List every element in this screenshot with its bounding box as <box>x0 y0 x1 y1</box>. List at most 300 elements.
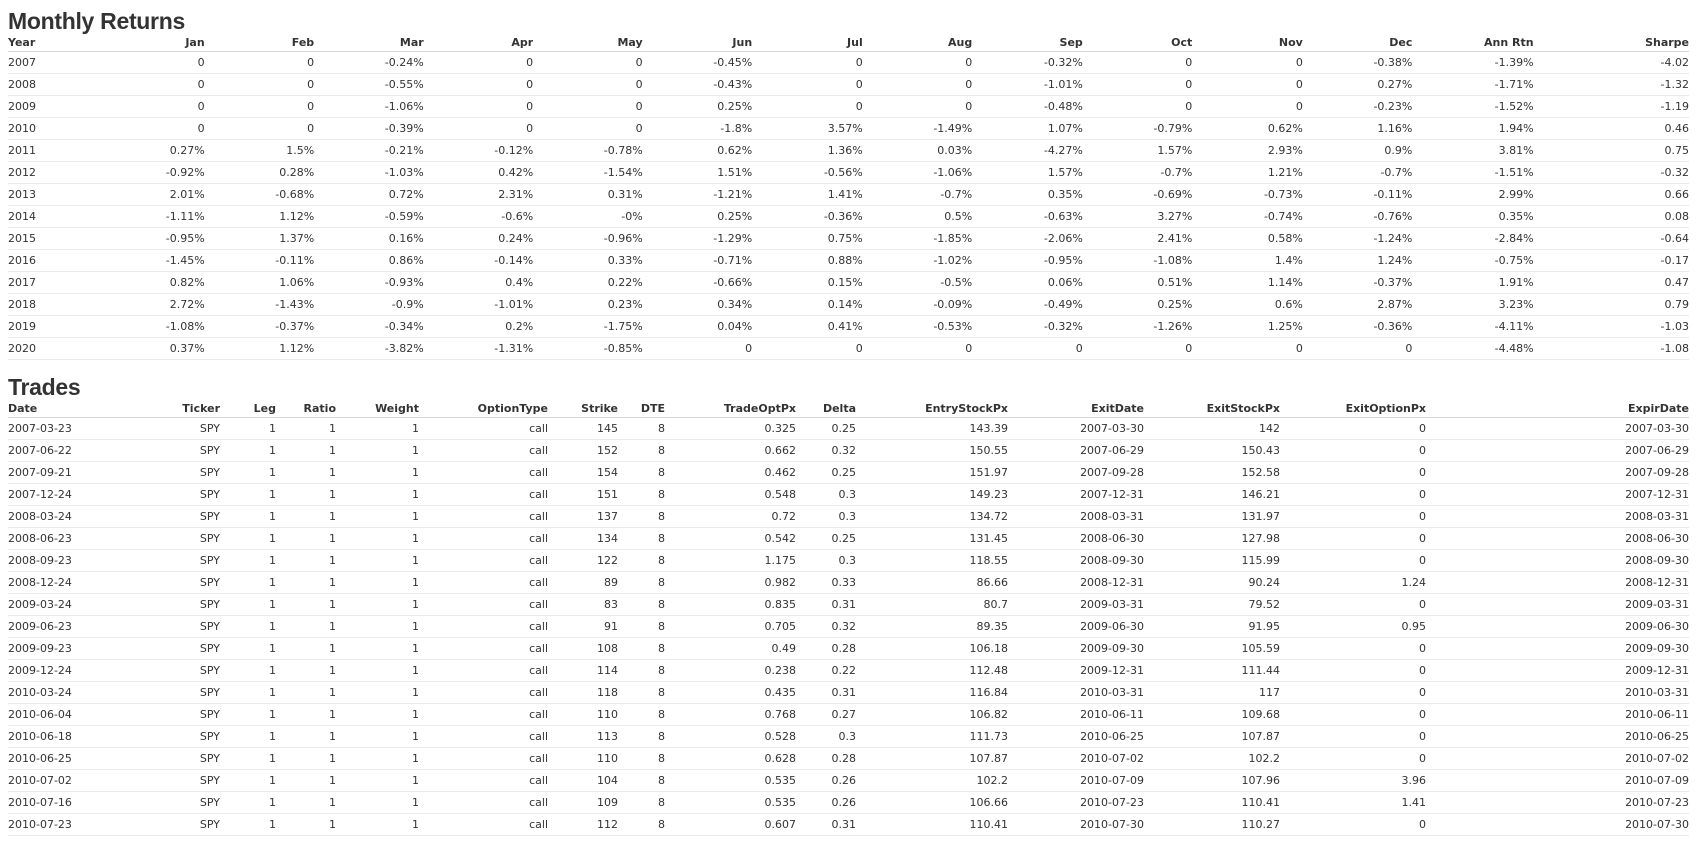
cell-exitoptionpx: 0 <box>1280 682 1426 704</box>
cell-entrystockpx: 110.41 <box>856 814 1008 836</box>
cell-tradeoptpx: 0.768 <box>665 704 796 726</box>
monthly-returns-header-row <box>8 34 1689 52</box>
cell-weight: 1 <box>336 462 419 484</box>
cell-ticker: SPY <box>108 770 220 792</box>
column-header-apr: Apr <box>424 34 534 52</box>
cell-dte: 8 <box>618 440 665 462</box>
cell-ann-rtn: 2.99% <box>1412 184 1533 206</box>
cell-aug: 0 <box>863 338 973 360</box>
cell-entrystockpx: 106.66 <box>856 792 1008 814</box>
column-header-jul: Jul <box>752 34 863 52</box>
cell-year: 2009 <box>8 96 95 118</box>
cell-ann-rtn: -1.51% <box>1412 162 1533 184</box>
cell-mar: -0.24% <box>314 52 424 74</box>
cell-nov: 1.25% <box>1192 316 1303 338</box>
cell-sep: 0.06% <box>972 272 1083 294</box>
cell-leg: 1 <box>220 440 276 462</box>
column-header-dte: DTE <box>618 400 665 418</box>
cell-jan: 2.72% <box>95 294 205 316</box>
cell-exitstockpx: 127.98 <box>1144 528 1280 550</box>
cell-feb: 1.5% <box>205 140 315 162</box>
cell-dte: 8 <box>618 506 665 528</box>
cell-sep: -0.95% <box>972 250 1083 272</box>
cell-oct: -1.08% <box>1083 250 1193 272</box>
cell-delta: 0.33 <box>796 572 856 594</box>
cell-aug: -0.53% <box>863 316 973 338</box>
cell-date: 2010-06-18 <box>8 726 108 748</box>
cell-entrystockpx: 112.48 <box>856 660 1008 682</box>
cell-delta: 0.31 <box>796 682 856 704</box>
cell-expirdate: 2010-06-11 <box>1426 704 1689 726</box>
cell-aug: 0 <box>863 96 973 118</box>
cell-exitoptionpx: 0 <box>1280 550 1426 572</box>
cell-jan: -0.95% <box>95 228 205 250</box>
table-row <box>8 572 1689 594</box>
cell-optiontype: call <box>419 506 548 528</box>
cell-date: 2008-12-24 <box>8 572 108 594</box>
cell-mar: 0.86% <box>314 250 424 272</box>
cell-ticker: SPY <box>108 704 220 726</box>
cell-year: 2015 <box>8 228 95 250</box>
cell-exitstockpx: 152.58 <box>1144 462 1280 484</box>
column-header-optiontype: OptionType <box>419 400 548 418</box>
column-header-feb: Feb <box>205 34 315 52</box>
cell-tradeoptpx: 0.535 <box>665 770 796 792</box>
cell-exitdate: 2008-06-30 <box>1008 528 1144 550</box>
cell-ticker: SPY <box>108 572 220 594</box>
cell-optiontype: call <box>419 792 548 814</box>
cell-optiontype: call <box>419 594 548 616</box>
table-row <box>8 118 1689 140</box>
cell-ratio: 1 <box>276 682 336 704</box>
cell-sep: -0.48% <box>972 96 1083 118</box>
column-header-delta: Delta <box>796 400 856 418</box>
cell-nov: 1.14% <box>1192 272 1303 294</box>
column-header-jun: Jun <box>643 34 753 52</box>
cell-exitoptionpx: 0 <box>1280 748 1426 770</box>
cell-exitoptionpx: 0 <box>1280 506 1426 528</box>
cell-sharpe: -0.17 <box>1534 250 1689 272</box>
cell-mar: -0.34% <box>314 316 424 338</box>
cell-sharpe: -1.08 <box>1534 338 1689 360</box>
cell-exitstockpx: 111.44 <box>1144 660 1280 682</box>
cell-feb: 0 <box>205 96 315 118</box>
cell-tradeoptpx: 0.49 <box>665 638 796 660</box>
cell-weight: 1 <box>336 528 419 550</box>
cell-exitoptionpx: 0 <box>1280 638 1426 660</box>
cell-exitdate: 2008-12-31 <box>1008 572 1144 594</box>
cell-ratio: 1 <box>276 770 336 792</box>
cell-exitstockpx: 107.96 <box>1144 770 1280 792</box>
cell-date: 2010-07-23 <box>8 814 108 836</box>
column-header-sharpe: Sharpe <box>1534 34 1689 52</box>
cell-sharpe: 0.79 <box>1534 294 1689 316</box>
cell-jun: -0.45% <box>643 52 753 74</box>
cell-dec: -0.37% <box>1303 272 1413 294</box>
cell-exitstockpx: 102.2 <box>1144 748 1280 770</box>
cell-apr: -1.01% <box>424 294 534 316</box>
cell-nov: 1.21% <box>1192 162 1303 184</box>
cell-date: 2008-06-23 <box>8 528 108 550</box>
cell-ratio: 1 <box>276 748 336 770</box>
cell-mar: -1.06% <box>314 96 424 118</box>
cell-date: 2007-06-22 <box>8 440 108 462</box>
cell-jan: -0.92% <box>95 162 205 184</box>
cell-date: 2010-07-16 <box>8 792 108 814</box>
cell-apr: 0.4% <box>424 272 534 294</box>
cell-jun: -0.66% <box>643 272 753 294</box>
column-header-leg: Leg <box>220 400 276 418</box>
cell-strike: 110 <box>548 748 618 770</box>
cell-may: 0.22% <box>533 272 643 294</box>
cell-exitdate: 2010-07-30 <box>1008 814 1144 836</box>
cell-delta: 0.3 <box>796 550 856 572</box>
table-row <box>8 704 1689 726</box>
cell-entrystockpx: 89.35 <box>856 616 1008 638</box>
cell-jul: 0 <box>752 338 863 360</box>
cell-weight: 1 <box>336 638 419 660</box>
cell-jul: 3.57% <box>752 118 863 140</box>
cell-expirdate: 2009-12-31 <box>1426 660 1689 682</box>
table-row <box>8 484 1689 506</box>
cell-delta: 0.32 <box>796 440 856 462</box>
cell-date: 2009-06-23 <box>8 616 108 638</box>
cell-delta: 0.28 <box>796 748 856 770</box>
cell-exitoptionpx: 0 <box>1280 814 1426 836</box>
cell-aug: 0 <box>863 52 973 74</box>
cell-jan: -1.08% <box>95 316 205 338</box>
cell-delta: 0.27 <box>796 704 856 726</box>
column-header-jan: Jan <box>95 34 205 52</box>
cell-may: 0 <box>533 118 643 140</box>
cell-ann-rtn: 1.94% <box>1412 118 1533 140</box>
cell-ratio: 1 <box>276 814 336 836</box>
cell-dte: 8 <box>618 572 665 594</box>
table-row <box>8 294 1689 316</box>
cell-dec: 2.87% <box>1303 294 1413 316</box>
column-header-entrystockpx: EntryStockPx <box>856 400 1008 418</box>
cell-optiontype: call <box>419 770 548 792</box>
cell-tradeoptpx: 0.982 <box>665 572 796 594</box>
cell-apr: 0 <box>424 74 534 96</box>
cell-jan: 0 <box>95 96 205 118</box>
cell-jul: 0.41% <box>752 316 863 338</box>
cell-jul: 0.15% <box>752 272 863 294</box>
cell-sharpe: 0.46 <box>1534 118 1689 140</box>
cell-tradeoptpx: 0.835 <box>665 594 796 616</box>
table-row <box>8 338 1689 360</box>
cell-leg: 1 <box>220 726 276 748</box>
cell-exitstockpx: 109.68 <box>1144 704 1280 726</box>
column-header-nov: Nov <box>1192 34 1303 52</box>
cell-sharpe: -0.32 <box>1534 162 1689 184</box>
cell-feb: -0.37% <box>205 316 315 338</box>
cell-oct: -1.26% <box>1083 316 1193 338</box>
cell-strike: 118 <box>548 682 618 704</box>
cell-sep: -0.63% <box>972 206 1083 228</box>
trades-title: Trades <box>8 374 81 400</box>
cell-exitoptionpx: 0 <box>1280 440 1426 462</box>
cell-jun: 0.34% <box>643 294 753 316</box>
cell-date: 2010-06-25 <box>8 748 108 770</box>
cell-sep: -1.01% <box>972 74 1083 96</box>
cell-apr: 0 <box>424 118 534 140</box>
cell-sep: -0.32% <box>972 316 1083 338</box>
cell-strike: 91 <box>548 616 618 638</box>
cell-exitdate: 2008-09-30 <box>1008 550 1144 572</box>
cell-apr: 0.42% <box>424 162 534 184</box>
table-row <box>8 792 1689 814</box>
cell-year: 2007 <box>8 52 95 74</box>
cell-tradeoptpx: 0.607 <box>665 814 796 836</box>
cell-oct: 0.25% <box>1083 294 1193 316</box>
cell-feb: 1.37% <box>205 228 315 250</box>
cell-optiontype: call <box>419 484 548 506</box>
column-header-dec: Dec <box>1303 34 1413 52</box>
cell-entrystockpx: 151.97 <box>856 462 1008 484</box>
monthly-returns-body <box>8 52 1689 360</box>
cell-weight: 1 <box>336 770 419 792</box>
cell-exitoptionpx: 0 <box>1280 484 1426 506</box>
cell-optiontype: call <box>419 550 548 572</box>
cell-expirdate: 2008-06-30 <box>1426 528 1689 550</box>
cell-ticker: SPY <box>108 528 220 550</box>
cell-feb: 1.06% <box>205 272 315 294</box>
cell-ratio: 1 <box>276 572 336 594</box>
cell-nov: 0 <box>1192 74 1303 96</box>
cell-exitdate: 2010-07-02 <box>1008 748 1144 770</box>
cell-dte: 8 <box>618 704 665 726</box>
cell-strike: 122 <box>548 550 618 572</box>
cell-tradeoptpx: 0.542 <box>665 528 796 550</box>
cell-mar: -0.59% <box>314 206 424 228</box>
cell-leg: 1 <box>220 506 276 528</box>
cell-dec: -0.38% <box>1303 52 1413 74</box>
cell-optiontype: call <box>419 418 548 440</box>
cell-optiontype: call <box>419 682 548 704</box>
cell-exitoptionpx: 0 <box>1280 528 1426 550</box>
cell-feb: -0.68% <box>205 184 315 206</box>
cell-year: 2016 <box>8 250 95 272</box>
cell-strike: 83 <box>548 594 618 616</box>
table-row <box>8 638 1689 660</box>
cell-jan: 0 <box>95 118 205 140</box>
cell-ann-rtn: -1.71% <box>1412 74 1533 96</box>
table-row <box>8 250 1689 272</box>
cell-mar: 0.16% <box>314 228 424 250</box>
cell-delta: 0.31 <box>796 594 856 616</box>
cell-leg: 1 <box>220 528 276 550</box>
cell-jul: 0 <box>752 74 863 96</box>
column-header-oct: Oct <box>1083 34 1193 52</box>
cell-date: 2010-07-02 <box>8 770 108 792</box>
column-header-mar: Mar <box>314 34 424 52</box>
cell-may: 0 <box>533 96 643 118</box>
cell-ticker: SPY <box>108 660 220 682</box>
cell-nov: 2.93% <box>1192 140 1303 162</box>
cell-tradeoptpx: 0.662 <box>665 440 796 462</box>
cell-oct: 0 <box>1083 338 1193 360</box>
cell-nov: 0 <box>1192 338 1303 360</box>
cell-exitoptionpx: 1.24 <box>1280 572 1426 594</box>
cell-aug: -0.09% <box>863 294 973 316</box>
cell-year: 2017 <box>8 272 95 294</box>
cell-oct: 0 <box>1083 52 1193 74</box>
table-row <box>8 660 1689 682</box>
cell-entrystockpx: 149.23 <box>856 484 1008 506</box>
cell-weight: 1 <box>336 440 419 462</box>
cell-strike: 145 <box>548 418 618 440</box>
cell-dec: 0 <box>1303 338 1413 360</box>
cell-feb: 0 <box>205 52 315 74</box>
cell-delta: 0.22 <box>796 660 856 682</box>
column-header-exitstockpx: ExitStockPx <box>1144 400 1280 418</box>
cell-sharpe: -1.03 <box>1534 316 1689 338</box>
cell-ratio: 1 <box>276 704 336 726</box>
cell-delta: 0.26 <box>796 770 856 792</box>
cell-tradeoptpx: 0.325 <box>665 418 796 440</box>
cell-tradeoptpx: 0.238 <box>665 660 796 682</box>
cell-exitstockpx: 142 <box>1144 418 1280 440</box>
cell-jul: 0.14% <box>752 294 863 316</box>
cell-dte: 8 <box>618 726 665 748</box>
cell-may: 0 <box>533 52 643 74</box>
cell-mar: -0.93% <box>314 272 424 294</box>
cell-aug: -0.5% <box>863 272 973 294</box>
cell-jun: 0.25% <box>643 96 753 118</box>
cell-ann-rtn: -4.48% <box>1412 338 1533 360</box>
cell-ticker: SPY <box>108 440 220 462</box>
cell-may: -1.54% <box>533 162 643 184</box>
cell-sharpe: 0.75 <box>1534 140 1689 162</box>
cell-entrystockpx: 86.66 <box>856 572 1008 594</box>
cell-strike: 114 <box>548 660 618 682</box>
cell-dte: 8 <box>618 418 665 440</box>
cell-exitoptionpx: 0.95 <box>1280 616 1426 638</box>
cell-strike: 152 <box>548 440 618 462</box>
table-row <box>8 52 1689 74</box>
cell-expirdate: 2010-07-30 <box>1426 814 1689 836</box>
cell-leg: 1 <box>220 616 276 638</box>
cell-weight: 1 <box>336 748 419 770</box>
cell-jan: 0.82% <box>95 272 205 294</box>
cell-ticker: SPY <box>108 814 220 836</box>
cell-date: 2010-06-04 <box>8 704 108 726</box>
cell-aug: -1.02% <box>863 250 973 272</box>
cell-dte: 8 <box>618 748 665 770</box>
cell-may: -0% <box>533 206 643 228</box>
table-row <box>8 462 1689 484</box>
cell-year: 2011 <box>8 140 95 162</box>
cell-sharpe: 0.66 <box>1534 184 1689 206</box>
cell-delta: 0.25 <box>796 418 856 440</box>
cell-optiontype: call <box>419 528 548 550</box>
cell-ticker: SPY <box>108 418 220 440</box>
cell-delta: 0.31 <box>796 814 856 836</box>
cell-ratio: 1 <box>276 726 336 748</box>
cell-may: 0 <box>533 74 643 96</box>
cell-ann-rtn: 1.91% <box>1412 272 1533 294</box>
cell-expirdate: 2010-03-31 <box>1426 682 1689 704</box>
column-header-date: Date <box>8 400 108 418</box>
cell-ticker: SPY <box>108 748 220 770</box>
cell-may: -1.75% <box>533 316 643 338</box>
cell-exitdate: 2007-06-29 <box>1008 440 1144 462</box>
cell-oct: 1.57% <box>1083 140 1193 162</box>
cell-expirdate: 2007-12-31 <box>1426 484 1689 506</box>
cell-weight: 1 <box>336 506 419 528</box>
cell-jul: 1.36% <box>752 140 863 162</box>
cell-nov: -0.73% <box>1192 184 1303 206</box>
cell-leg: 1 <box>220 462 276 484</box>
cell-apr: -0.14% <box>424 250 534 272</box>
table-row <box>8 74 1689 96</box>
cell-dec: -1.24% <box>1303 228 1413 250</box>
cell-exitstockpx: 91.95 <box>1144 616 1280 638</box>
cell-exitstockpx: 146.21 <box>1144 484 1280 506</box>
cell-ticker: SPY <box>108 682 220 704</box>
cell-expirdate: 2009-06-30 <box>1426 616 1689 638</box>
cell-aug: -1.85% <box>863 228 973 250</box>
column-header-may: May <box>533 34 643 52</box>
cell-delta: 0.25 <box>796 462 856 484</box>
cell-weight: 1 <box>336 814 419 836</box>
cell-oct: 0.51% <box>1083 272 1193 294</box>
cell-entrystockpx: 134.72 <box>856 506 1008 528</box>
cell-ann-rtn: -0.75% <box>1412 250 1533 272</box>
cell-oct: 3.27% <box>1083 206 1193 228</box>
cell-ann-rtn: 3.81% <box>1412 140 1533 162</box>
cell-ticker: SPY <box>108 484 220 506</box>
cell-jun: 0.25% <box>643 206 753 228</box>
cell-sep: -4.27% <box>972 140 1083 162</box>
cell-tradeoptpx: 0.535 <box>665 792 796 814</box>
table-row <box>8 418 1689 440</box>
cell-leg: 1 <box>220 484 276 506</box>
cell-feb: 0.28% <box>205 162 315 184</box>
cell-tradeoptpx: 0.435 <box>665 682 796 704</box>
cell-exitoptionpx: 3.96 <box>1280 770 1426 792</box>
cell-leg: 1 <box>220 638 276 660</box>
cell-ratio: 1 <box>276 440 336 462</box>
cell-date: 2008-03-24 <box>8 506 108 528</box>
cell-expirdate: 2007-09-28 <box>1426 462 1689 484</box>
cell-oct: -0.7% <box>1083 162 1193 184</box>
cell-aug: 0 <box>863 74 973 96</box>
table-row <box>8 140 1689 162</box>
cell-sharpe: -0.64 <box>1534 228 1689 250</box>
cell-optiontype: call <box>419 814 548 836</box>
cell-ratio: 1 <box>276 616 336 638</box>
cell-ratio: 1 <box>276 528 336 550</box>
cell-jul: 0.88% <box>752 250 863 272</box>
table-row <box>8 616 1689 638</box>
cell-exitstockpx: 90.24 <box>1144 572 1280 594</box>
cell-mar: 0.72% <box>314 184 424 206</box>
cell-strike: 110 <box>548 704 618 726</box>
cell-jun: 0.04% <box>643 316 753 338</box>
cell-ratio: 1 <box>276 484 336 506</box>
cell-exitstockpx: 110.41 <box>1144 792 1280 814</box>
table-row <box>8 440 1689 462</box>
cell-delta: 0.26 <box>796 792 856 814</box>
cell-entrystockpx: 111.73 <box>856 726 1008 748</box>
cell-expirdate: 2008-12-31 <box>1426 572 1689 594</box>
cell-ticker: SPY <box>108 550 220 572</box>
cell-feb: -0.11% <box>205 250 315 272</box>
cell-ann-rtn: -1.39% <box>1412 52 1533 74</box>
cell-date: 2010-03-24 <box>8 682 108 704</box>
